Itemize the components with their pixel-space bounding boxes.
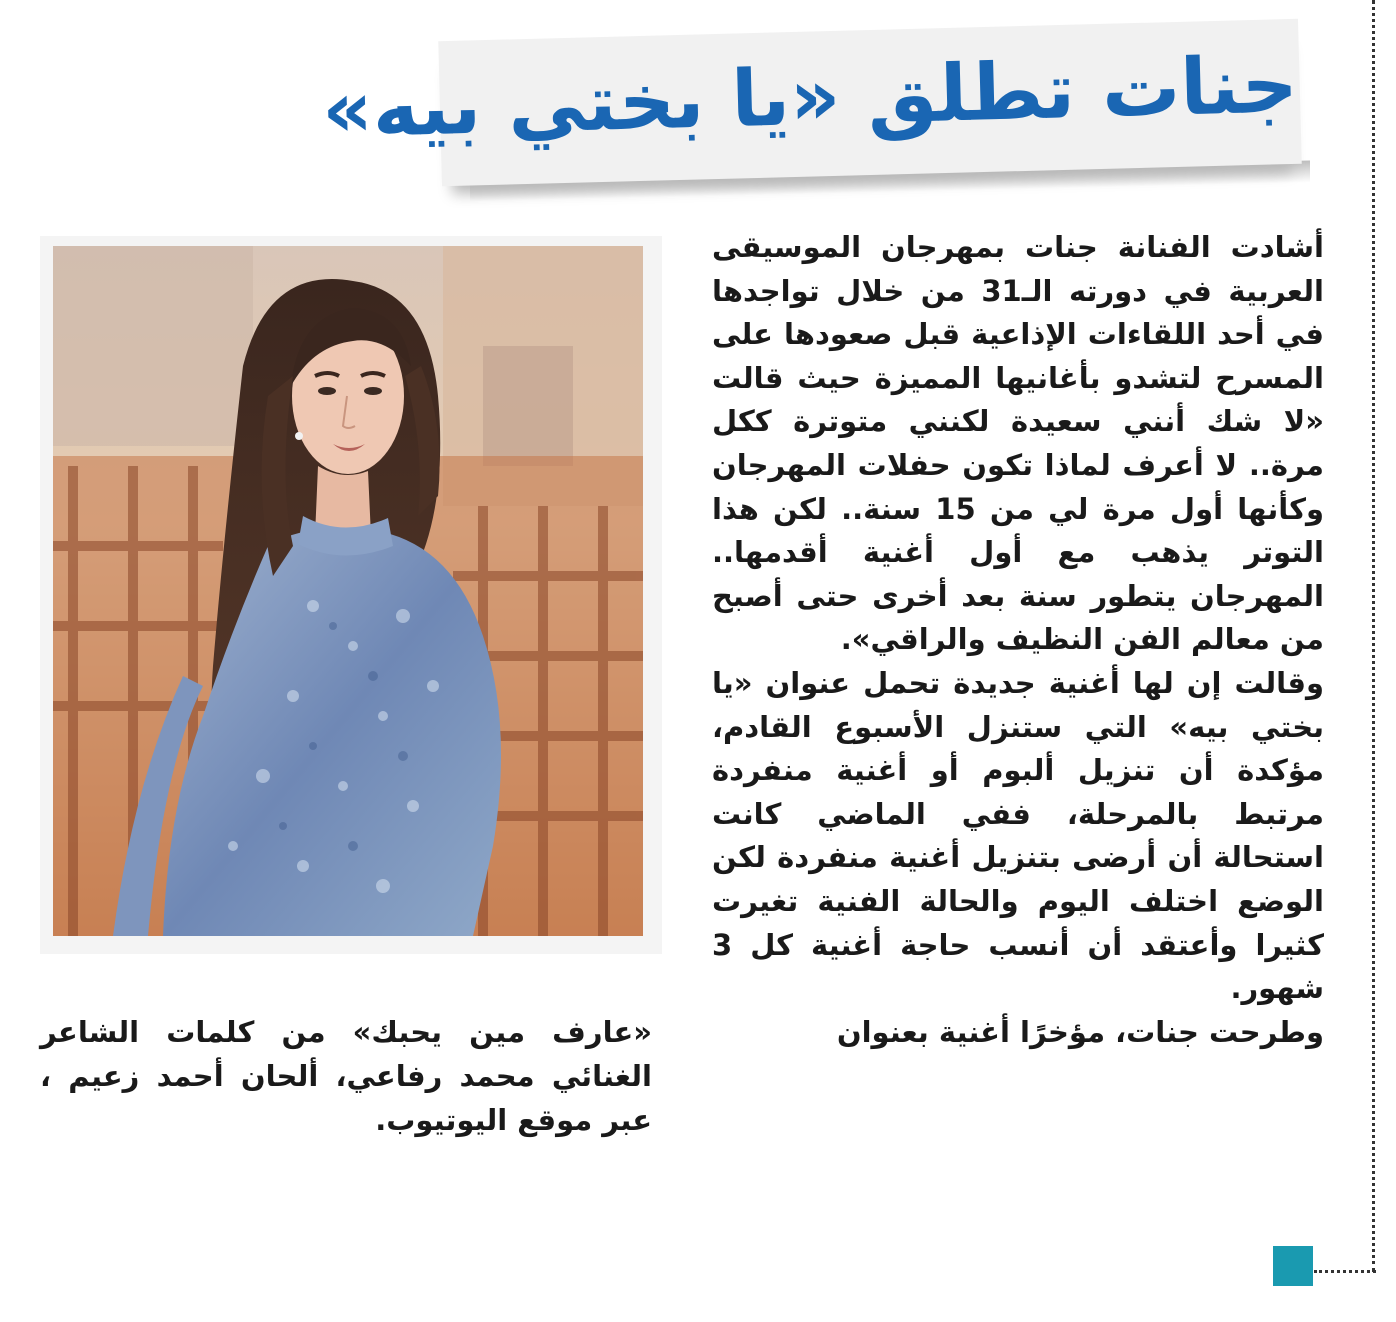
- photo-caption: «عارف مين يحبك» من كلمات الشاعر الغنائي محمد رفاعي، ألحان أحمد زعيم ، عبر موقع اليوتيوب.: [40, 1015, 652, 1137]
- photo-frame: [40, 236, 662, 954]
- article-paragraph: وطرحت جنات، مؤخرًا أغنية بعنوان: [836, 1014, 1324, 1049]
- headline: جنات تطلق «يا بختي بيه»: [321, 40, 1300, 156]
- article-body: [712, 226, 1324, 1054]
- headline-banner: [321, 30, 1320, 200]
- article-paragraph: وقالت إن لها أغنية جديدة تحمل عنوان «يا بختي بيه» التي ستنزل الأسبوع القادم، مؤكدة أن تنزيل ألبوم أو أغنية منفردة مرتبط بالمرحلة، ففي الماضي كانت استحالة أن أرضى بتنزيل أغنية منفردة لكن الوضع اختلف اليوم والحالة الفنية تغيرت كثيرا وأعتقد أن أنسب حاجة أغنية كل 3 شهور.: [712, 665, 1324, 1006]
- article-paragraph: أشادت الفنانة جنات بمهرجان الموسيقى العربية في دورته الـ31 من خلال تواجدها في أحد اللقاءات الإذاعية قبل صعودها على المسرح لتشدو بأغانيها المميزة حيث قالت «لا شك أنني سعيدة لكنني متوترة ككل مرة.. لا أعرف لماذا تكون حفلات المهرجان وكأنها أول مرة لي من 15 سنة.. لكن هذا التوتر يذهب مع أول أغنية أقدمها.. المهرجان يتطور سنة بعد أخرى حتى أصبح من معالم الفن النظيف والراقي».: [712, 230, 1324, 657]
- dotted-rule-horizontal: [1314, 1270, 1376, 1273]
- section-marker: [1273, 1246, 1313, 1286]
- dotted-rule-vertical: [1372, 0, 1375, 1272]
- singer-photo: [53, 246, 643, 936]
